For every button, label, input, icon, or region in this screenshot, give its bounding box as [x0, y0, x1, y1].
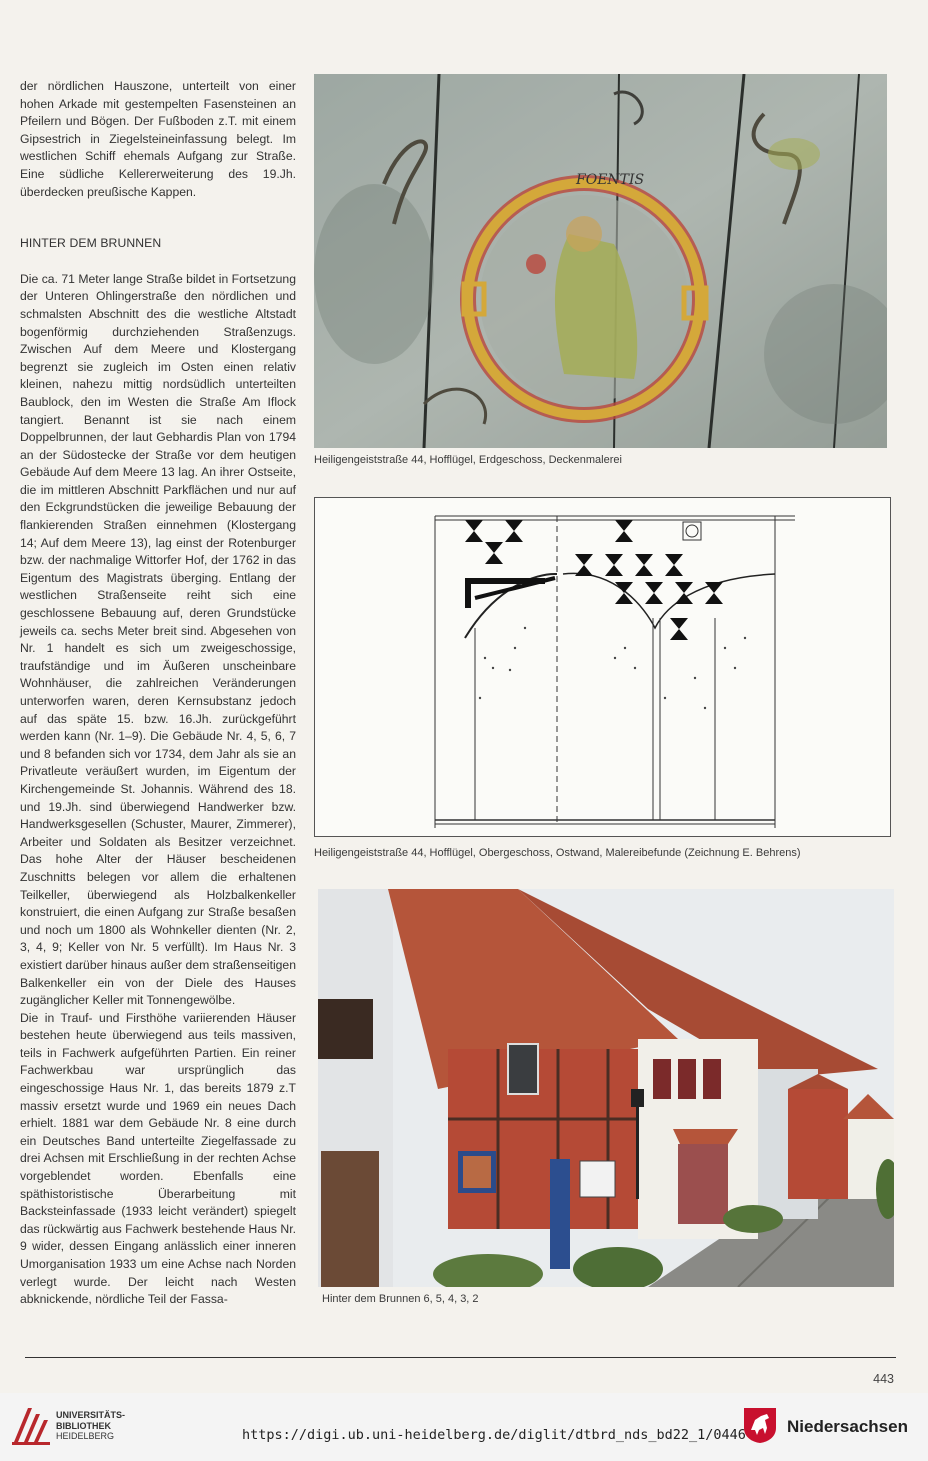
paragraph-facades: Die in Trauf- und Firsthöhe variierenden Häuser bestehen heute überwiegend aus teils massiven, teils in Fachwerk aufgeführten Partien. Ein reiner Fachwerkbau war ursprünglich das eingeschossige Haus Nr. 1, das bereits 1879 z.T massiv ersetzt wurde und 1969 ein neues Dach erhielt. 1881 war dem Gebäude Nr. 8 eine durch ein Deutsches Band unterteilte Ziegelfassade zu drei Achsen mit Erschließung in der rechten Achse vorgeblendet worden. Ebenfalls eine späthistoristische Überarbeitung mit Backsteinfassade (1933 leicht verändert) spiegelt das rückwärtig aus Fachwerk bestehende Haus Nr. 9 wider, dessen Eingang anlässlich einer inneren Umorganisation 1933 um eine Achse nach Norden verlegt wurde. Der leicht nach Westen abknickende, nördliche Teil der Fassa-	[20, 1010, 296, 1307]
page-number: 443	[873, 1372, 894, 1386]
figure-street-photo	[318, 889, 894, 1287]
digitization-footer	[0, 1393, 928, 1461]
paragraph-intro: der nördlichen Hauszone, unterteilt von einer hohen Arkade mit gestempelten Fasensteinen an Pfeilern und Bögen. Der Fußboden z.T. mit einem Gipsestrich in Ziegelsteineinfassung belegt. Im westlichen Schiff ehemals Aufgang zur Straße. Eine südliche Kellererweiterung des 19.Jh. überdecken preußische Kappen.	[20, 79, 296, 199]
caption-figure-1: Heiligengeiststraße 44, Hofflügel, Erdgeschoss, Deckenmalerei	[314, 454, 622, 466]
library-name-line3: HEIDELBERG	[56, 1431, 115, 1441]
figure-ceiling-painting	[314, 74, 887, 448]
caption-figure-3: Hinter dem Brunnen 6, 5, 4, 3, 2	[322, 1293, 479, 1305]
figure-drawing	[314, 497, 891, 837]
caption-figure-2: Heiligengeiststraße 44, Hofflügel, Obergeschoss, Ostwand, Malereibefunde (Zeichnung E. Behrens)	[314, 847, 801, 859]
permalink-url[interactable]: https://digi.ub.uni-heidelberg.de/diglit/dtbrd_nds_bd22_1/0446	[242, 1427, 746, 1443]
library-name	[56, 1410, 125, 1442]
library-name-line1: UNIVERSITÄTS-	[56, 1410, 126, 1420]
library-logo-icon	[10, 1404, 52, 1446]
left-text-column	[20, 78, 296, 1309]
library-name-line2: BIBLIOTHEK	[56, 1420, 111, 1431]
state-label: Niedersachsen	[787, 1417, 908, 1436]
section-heading: HINTER DEM BRUNNEN	[20, 236, 162, 251]
footer-rule	[25, 1357, 896, 1358]
ceiling-inscription: FOENTIS	[576, 172, 645, 188]
paragraph-main: Die ca. 71 Meter lange Straße bildet in Fortsetzung der Unteren Ohlingerstraße den nördlichen und schmalsten Abschnitt des die westliche Altstadt bogenförmig durchziehenden Straßenzugs. Zwischen Auf dem Meere und Klostergang begrenzt sie zugleich im Osten einen relativ kleinen, nahezu mittig nordsüdlich unterteilten Baublock, den im Westen die Straße Am Iflock tangiert. Benannt ist sie nach einem Doppelbrunnen, der laut Gebhardis Plan von 1794 an der Südostecke der Straße vor dem heutigen Gebäude Auf dem Meere 13 lag. An ihrer Ostseite, die im mittleren Abschnitt Parkflächen und nur auf den Eckgrundstücken die jeweilige Bebauung der flankierenden Straßen einnehmen (Klostergang 14; Auf dem Meere 13), lag einst der Rotenburger bzw. der nachmalige Wittorfer Hof, der 1762 in das Eigentum des Magistrats überging. Entlang der westlichen Straßenseite reiht sich eine geschlossene Bebauung auf, deren Grundstücke jeweils ca. sechs Meter breit sind. Abgesehen von Nr. 1 handelt es sich um zweigeschossige, traufständige und im Äußeren unscheinbare Wohnhäuser, die zahlreichen Veränderungen unterworfen waren, deren Kernsubstanz jedoch auf das späte 15. bzw. 16.Jh. zurückgeführt werden kann (Nr. 1–9). Die Gebäude Nr. 4, 5, 6, 7 und 8 befanden sich vor 1734, dem Jahr als sie an Privatleute veräußert wurden, im Eigentum der Kirchengemeinde St. Johannis. Während des 18. und 19.Jh. sind überwiegend Handwerker bzw. Handwerksgesellen (Schuster, Maurer, Zimmerer), Arbeiter und Soldaten als Besitzer verzeichnet. Das hohe Alter der Häuser bescheidenen Zuschnitts belegen vor allem die erhaltenen Teilkeller, überwiegend als Holzbalkenkeller konstruiert, die einen Aufgang zur Straße besaßen und noch um 1800 als Wohnkeller dienten (Nr. 2, 3, 4, 9; Keller von Nr. 5 verfüllt). Im Haus Nr. 3 existiert darüber hinaus außer dem straßenseitigen Balkenkeller ein von der Diele des Hauses zugänglicher Keller mit Tonnengewölbe.	[20, 271, 296, 1008]
niedersachsen-horse-icon	[741, 1406, 779, 1444]
